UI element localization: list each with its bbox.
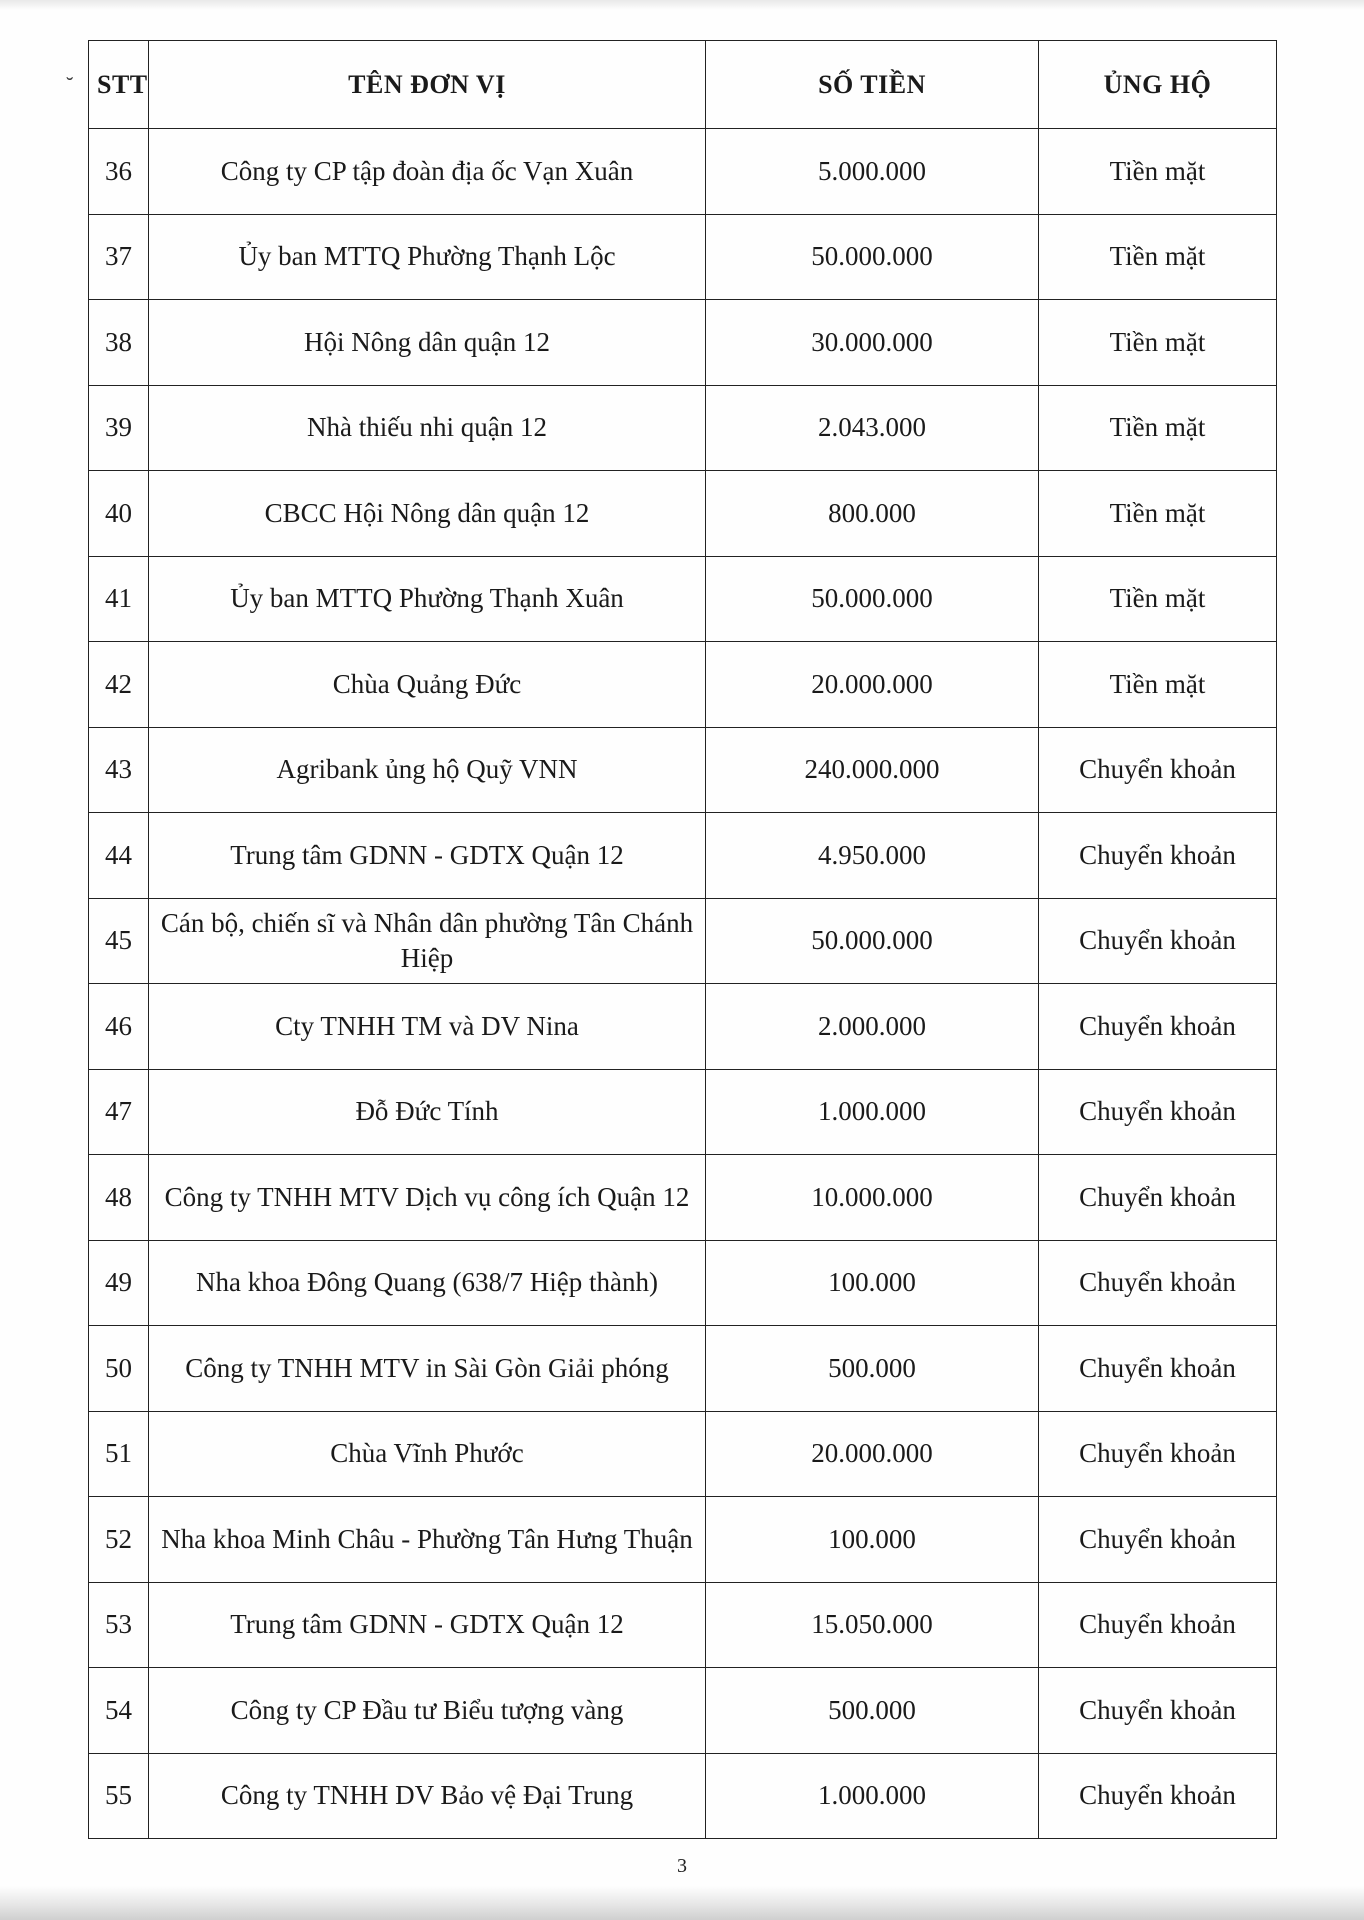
table-row xyxy=(89,727,1277,813)
row-amount-cell: 15.050.000 xyxy=(706,1582,1039,1668)
row-unit-name-cell: CBCC Hội Nông dân quận 12 xyxy=(149,471,706,557)
row-stt-cell: 39 xyxy=(89,385,149,471)
table-row xyxy=(89,1240,1277,1326)
row-stt-cell: 51 xyxy=(89,1411,149,1497)
row-amount-cell: 240.000.000 xyxy=(706,727,1039,813)
table-row xyxy=(89,1497,1277,1583)
row-method-cell: Tiền mặt xyxy=(1039,129,1277,215)
table-row xyxy=(89,984,1277,1070)
table-row xyxy=(89,556,1277,642)
scan-mark-glyph: ˘ xyxy=(66,72,74,97)
header-unit-name: TÊN ĐƠN VỊ xyxy=(149,41,706,129)
row-amount-cell: 4.950.000 xyxy=(706,813,1039,899)
row-amount-cell: 1.000.000 xyxy=(706,1069,1039,1155)
row-stt-cell: 43 xyxy=(89,727,149,813)
donation-table xyxy=(88,40,1277,1839)
table-row xyxy=(89,1411,1277,1497)
row-method-cell: Chuyển khoản xyxy=(1039,1582,1277,1668)
row-method-cell: Chuyển khoản xyxy=(1039,1668,1277,1754)
row-amount-cell: 50.000.000 xyxy=(706,898,1039,984)
header-amount: SỐ TIỀN xyxy=(706,41,1039,129)
table-row xyxy=(89,300,1277,386)
row-stt-cell: 53 xyxy=(89,1582,149,1668)
row-method-cell: Chuyển khoản xyxy=(1039,1753,1277,1839)
row-method-cell: Chuyển khoản xyxy=(1039,1155,1277,1241)
row-unit-name-cell: Công ty TNHH MTV Dịch vụ công ích Quận 12 xyxy=(149,1155,706,1241)
row-stt-cell: 50 xyxy=(89,1326,149,1412)
table-row xyxy=(89,1069,1277,1155)
row-stt-cell: 41 xyxy=(89,556,149,642)
table-row xyxy=(89,642,1277,728)
scan-shadow-top xyxy=(0,0,1364,10)
row-unit-name-cell: Ủy ban MTTQ Phường Thạnh Xuân xyxy=(149,556,706,642)
row-unit-name-cell: Cán bộ, chiến sĩ và Nhân dân phường Tân Chánh Hiệp xyxy=(149,898,706,984)
row-method-cell: Chuyển khoản xyxy=(1039,813,1277,899)
table-row xyxy=(89,129,1277,215)
row-stt-cell: 38 xyxy=(89,300,149,386)
row-method-cell: Chuyển khoản xyxy=(1039,1497,1277,1583)
row-method-cell: Chuyển khoản xyxy=(1039,727,1277,813)
row-amount-cell: 10.000.000 xyxy=(706,1155,1039,1241)
row-stt-cell: 49 xyxy=(89,1240,149,1326)
table-row xyxy=(89,1155,1277,1241)
row-unit-name-cell: Hội Nông dân quận 12 xyxy=(149,300,706,386)
row-amount-cell: 100.000 xyxy=(706,1497,1039,1583)
row-unit-name-cell: Công ty CP tập đoàn địa ốc Vạn Xuân xyxy=(149,129,706,215)
row-stt-cell: 40 xyxy=(89,471,149,557)
row-stt-cell: 54 xyxy=(89,1668,149,1754)
row-method-cell: Chuyển khoản xyxy=(1039,898,1277,984)
row-method-cell: Tiền mặt xyxy=(1039,385,1277,471)
scan-shadow-bottom xyxy=(0,1886,1364,1920)
row-method-cell: Tiền mặt xyxy=(1039,300,1277,386)
header-stt: STT xyxy=(89,41,149,129)
row-stt-cell: 36 xyxy=(89,129,149,215)
table-row xyxy=(89,813,1277,899)
row-method-cell: Chuyển khoản xyxy=(1039,1240,1277,1326)
row-unit-name-cell: Agribank ủng hộ Quỹ VNN xyxy=(149,727,706,813)
row-amount-cell: 20.000.000 xyxy=(706,1411,1039,1497)
page-number: 3 xyxy=(677,1855,687,1877)
row-method-cell: Chuyển khoản xyxy=(1039,1326,1277,1412)
row-unit-name-cell: Nha khoa Minh Châu - Phường Tân Hưng Thuận xyxy=(149,1497,706,1583)
row-stt-cell: 47 xyxy=(89,1069,149,1155)
row-stt-cell: 48 xyxy=(89,1155,149,1241)
row-unit-name-cell: Trung tâm GDNN - GDTX Quận 12 xyxy=(149,1582,706,1668)
row-amount-cell: 50.000.000 xyxy=(706,556,1039,642)
row-method-cell: Tiền mặt xyxy=(1039,471,1277,557)
row-amount-cell: 2.000.000 xyxy=(706,984,1039,1070)
table-row xyxy=(89,385,1277,471)
table-body xyxy=(89,129,1277,1839)
row-method-cell: Tiền mặt xyxy=(1039,214,1277,300)
row-unit-name-cell: Chùa Vĩnh Phước xyxy=(149,1411,706,1497)
row-stt-cell: 37 xyxy=(89,214,149,300)
table-row xyxy=(89,214,1277,300)
row-amount-cell: 20.000.000 xyxy=(706,642,1039,728)
row-unit-name-cell: Cty TNHH TM và DV Nina xyxy=(149,984,706,1070)
row-amount-cell: 800.000 xyxy=(706,471,1039,557)
row-amount-cell: 100.000 xyxy=(706,1240,1039,1326)
row-unit-name-cell: Đỗ Đức Tính xyxy=(149,1069,706,1155)
table-header-row xyxy=(89,41,1277,129)
table-row xyxy=(89,1668,1277,1754)
row-method-cell: Chuyển khoản xyxy=(1039,1411,1277,1497)
row-unit-name-cell: Chùa Quảng Đức xyxy=(149,642,706,728)
header-donation-method: ỦNG HỘ xyxy=(1039,41,1277,129)
row-amount-cell: 500.000 xyxy=(706,1668,1039,1754)
row-unit-name-cell: Công ty TNHH DV Bảo vệ Đại Trung xyxy=(149,1753,706,1839)
table-row xyxy=(89,1753,1277,1839)
row-unit-name-cell: Trung tâm GDNN - GDTX Quận 12 xyxy=(149,813,706,899)
row-stt-cell: 45 xyxy=(89,898,149,984)
row-amount-cell: 50.000.000 xyxy=(706,214,1039,300)
row-unit-name-cell: Nha khoa Đông Quang (638/7 Hiệp thành) xyxy=(149,1240,706,1326)
row-amount-cell: 1.000.000 xyxy=(706,1753,1039,1839)
row-method-cell: Chuyển khoản xyxy=(1039,1069,1277,1155)
row-method-cell: Tiền mặt xyxy=(1039,556,1277,642)
table-row xyxy=(89,471,1277,557)
row-amount-cell: 500.000 xyxy=(706,1326,1039,1412)
row-amount-cell: 30.000.000 xyxy=(706,300,1039,386)
row-stt-cell: 44 xyxy=(89,813,149,899)
table-row xyxy=(89,1582,1277,1668)
row-unit-name-cell: Công ty TNHH MTV in Sài Gòn Giải phóng xyxy=(149,1326,706,1412)
row-unit-name-cell: Nhà thiếu nhi quận 12 xyxy=(149,385,706,471)
row-unit-name-cell: Công ty CP Đầu tư Biểu tượng vàng xyxy=(149,1668,706,1754)
table-row xyxy=(89,1326,1277,1412)
row-method-cell: Chuyển khoản xyxy=(1039,984,1277,1070)
row-stt-cell: 46 xyxy=(89,984,149,1070)
row-stt-cell: 52 xyxy=(89,1497,149,1583)
row-stt-cell: 55 xyxy=(89,1753,149,1839)
row-unit-name-cell: Ủy ban MTTQ Phường Thạnh Lộc xyxy=(149,214,706,300)
row-method-cell: Tiền mặt xyxy=(1039,642,1277,728)
row-amount-cell: 2.043.000 xyxy=(706,385,1039,471)
row-stt-cell: 42 xyxy=(89,642,149,728)
row-amount-cell: 5.000.000 xyxy=(706,129,1039,215)
table-row xyxy=(89,898,1277,984)
